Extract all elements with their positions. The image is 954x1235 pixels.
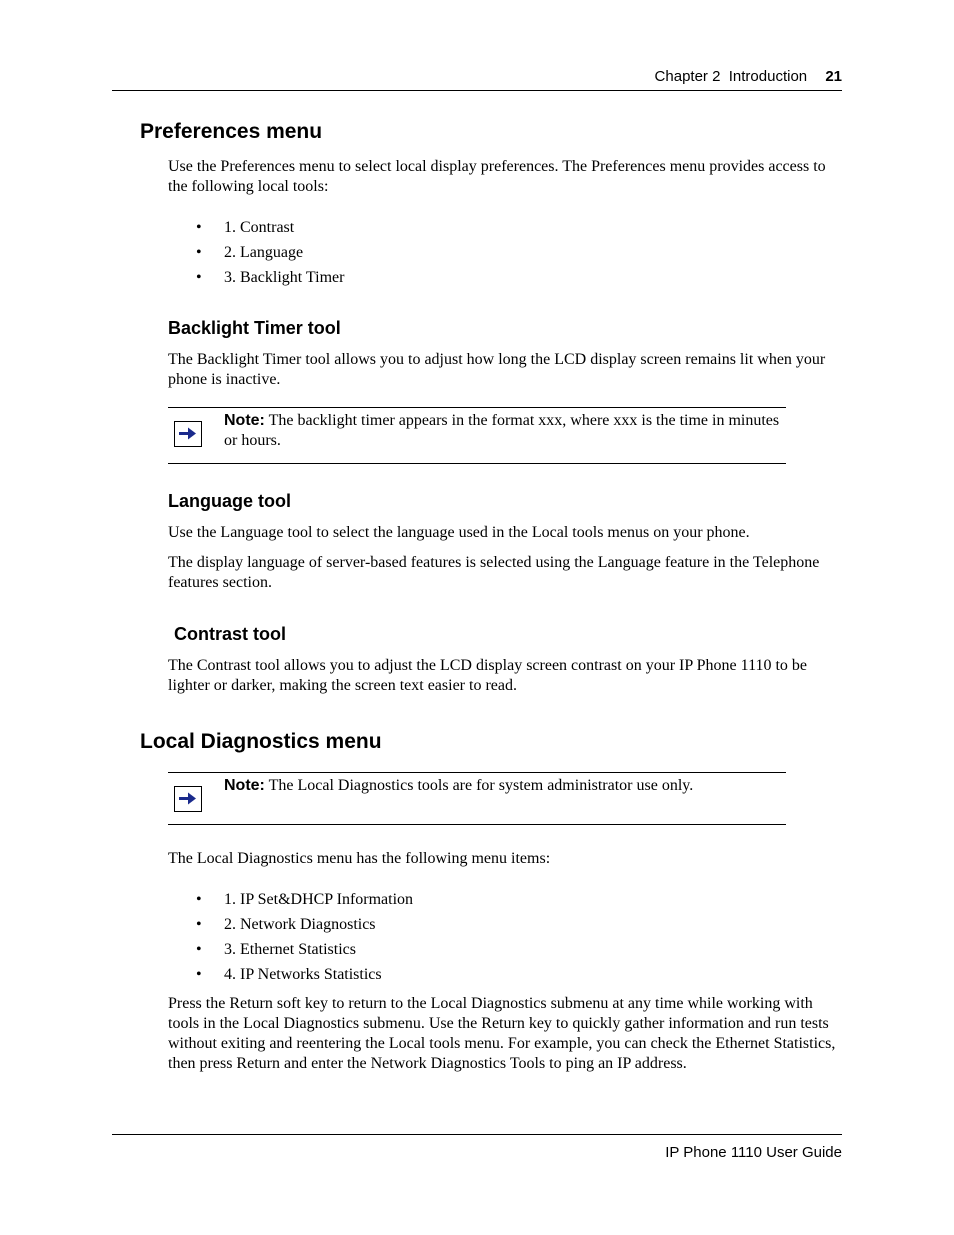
note-label: Note: [224,777,265,794]
bullet: • [196,966,202,983]
contrast-body: The Contrast tool allows you to adjust the LCD display screen contrast on your IP Phone 1110 to be lighter or darker, making the screen text easier to read. [168,657,808,694]
language-body-2: The display language of server-based features is selected using the Language feature in the Telephone features section. [168,554,820,591]
bullet: • [196,916,202,933]
language-tool-heading: Language tool [168,491,291,511]
arrow-right-icon [174,421,202,447]
list-item [168,268,344,293]
bullet: • [196,219,202,236]
note-text [224,411,786,451]
diagnostics-intro: The Local Diagnostics menu has the following menu items: [168,850,551,867]
list-item-text: 3. Ethernet Statistics [224,941,356,958]
header-rule [112,90,842,91]
list-item-text: 2. Network Diagnostics [224,916,376,933]
guide-title-footer: IP Phone 1110 User Guide [665,1144,842,1161]
list-item-text: 4. IP Networks Statistics [224,966,382,983]
list-item-text: 1. IP Set&DHCP Information [224,891,414,908]
contrast-tool-heading: Contrast tool [174,624,286,644]
footer-rule [112,1134,842,1135]
preferences-list [168,218,344,293]
diagnostics-body: Press the Return soft key to return to the Local Diagnostics submenu at any time while working with tools in the Local Diagnostics submenu. Use the Return key to quickly gather information and run tests without exiting and reentering the Local tools menu. For example, you can check the Ethernet Statistics, then press Return and enter the Network Diagnostics Tools to ping an IP address. [168,995,836,1072]
note-text [224,776,786,796]
note-body: The Local Diagnostics tools are for system administrator use only. [264,777,694,794]
page-number: 21 [825,68,842,85]
language-body-1: Use the Language tool to select the language used in the Local tools menus on your phone. [168,524,750,541]
list-item-text: 2. Language [224,244,304,261]
preferences-menu-heading: Preferences menu [140,120,323,143]
bullet: • [196,891,202,908]
bullet: • [196,941,202,958]
note-body: The backlight timer appears in the format xxx, where xxx is the time in minutes or hours. [224,412,780,449]
list-item [168,890,413,915]
backlight-timer-body: The Backlight Timer tool allows you to adjust how long the LCD display screen remains lit when your phone is inactive. [168,351,826,388]
backlight-timer-heading: Backlight Timer tool [168,318,341,338]
note-label: Note: [224,412,265,429]
list-item-text: 3. Backlight Timer [224,269,345,286]
bullet: • [196,269,202,286]
list-item [168,915,413,940]
bullet: • [196,244,202,261]
running-header [655,68,842,85]
local-diagnostics-heading: Local Diagnostics menu [140,730,382,753]
list-item [168,940,413,965]
list-item [168,965,413,990]
chapter-title: Chapter 2 Introduction [654,68,808,85]
diagnostics-list [168,890,413,990]
backlight-note [168,407,786,464]
list-item-text: 1. Contrast [224,219,295,236]
diagnostics-note [168,772,786,825]
arrow-right-icon [174,786,202,812]
list-item [168,243,344,268]
list-item [168,218,344,243]
preferences-intro: Use the Preferences menu to select local display preferences. The Preferences menu provides access to the following local tools: [168,158,826,195]
